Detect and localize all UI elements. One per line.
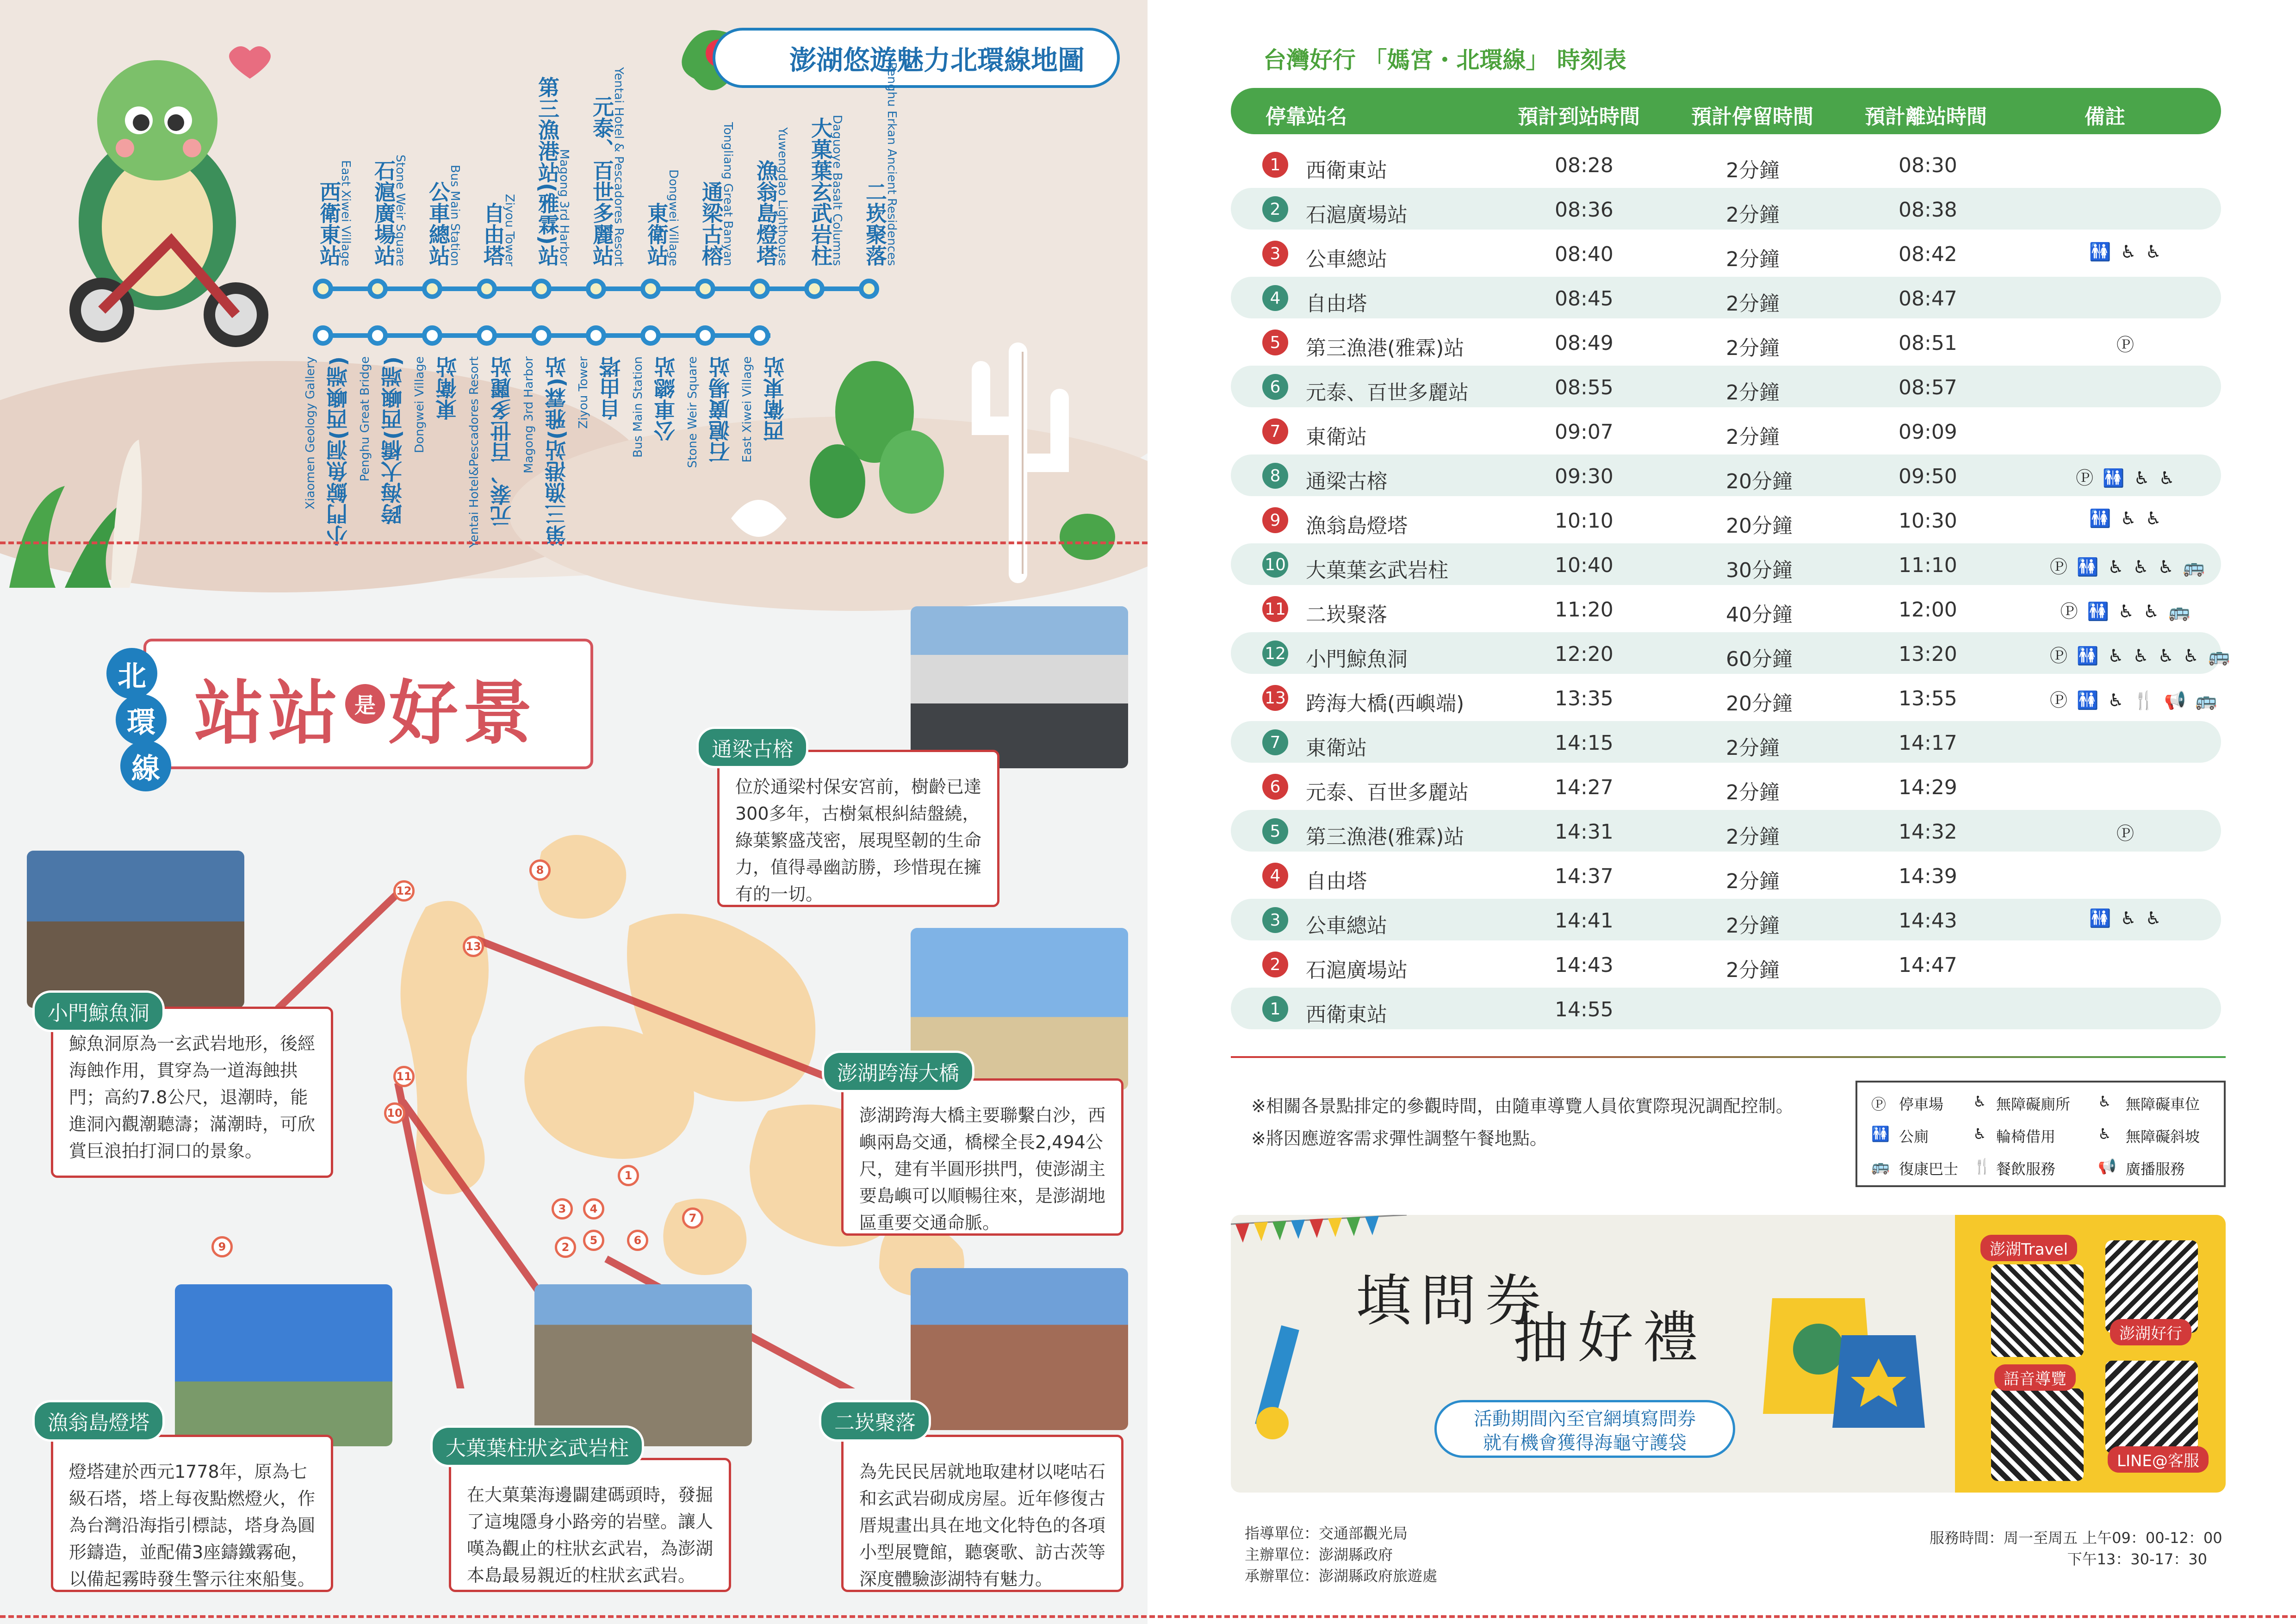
- stay-duration: 2分鐘: [1726, 336, 1780, 360]
- header-station: 停靠站名: [1266, 105, 1347, 129]
- departure-time: 08:51: [1899, 331, 1957, 355]
- departure-time: 14:47: [1899, 953, 1957, 977]
- route-stop-name: 西衛東站: [763, 356, 788, 442]
- arrival-time: 14:15: [1555, 731, 1613, 755]
- departure-time: 14:17: [1899, 731, 1957, 755]
- timetable-row: [1231, 632, 2232, 674]
- stop-name: 石滬廣場站: [1306, 958, 1408, 982]
- photo-tongliang-banyan: [911, 606, 1128, 768]
- header-notes: 備註: [2085, 105, 2125, 129]
- timetable-row: [1231, 677, 2221, 718]
- arrival-time: 12:20: [1555, 642, 1613, 666]
- arrival-time: 08:40: [1555, 243, 1613, 266]
- departure-time: 13:55: [1899, 687, 1957, 710]
- spot-card-erkan: [841, 1435, 1123, 1592]
- arrival-time: 14:37: [1555, 865, 1613, 888]
- pencil-illustration: [1245, 1317, 1309, 1456]
- route-stop-name: 第三漁港站(雅霖)站: [535, 76, 560, 266]
- stay-duration: 2分鐘: [1726, 203, 1780, 227]
- stop-number-badge: 2: [1262, 952, 1288, 977]
- spot-tag-bridge: 澎湖跨海大橋: [822, 1051, 974, 1092]
- route-stop-english: Bus Main Station: [448, 165, 462, 266]
- hours-line: 服務時間：周一至周五 上午09：00-12：00: [1930, 1529, 2222, 1547]
- facility-icons: 🚻 ♿ ♿: [2089, 908, 2163, 928]
- route-stop-dot: [695, 279, 715, 299]
- spot-desc: 位於通梁村保安宮前，樹齡已達300多年，古樹氣根糾結盤繞，綠葉繁盛茂密，展現堅韌的生命力，值得尋幽訪勝，珍惜現在擁有的一切。: [735, 777, 982, 904]
- arrival-time: 14:43: [1555, 953, 1613, 977]
- spot-desc: 為先民民居就地取建材以咾咕石和玄武岩砌成房屋。近年修復古厝規畫出具在地文化特色的各項小型展覽館，聽褒歌、訪古茨等深度體驗澎湖特有魅力。: [859, 1462, 1106, 1589]
- stay-duration: 30分鐘: [1726, 559, 1793, 582]
- arrival-time: 14:31: [1555, 820, 1613, 844]
- stop-number-badge: 6: [1262, 774, 1288, 800]
- stop-number-badge: 1: [1262, 152, 1288, 178]
- timetable-title: 台灣好行 「媽宮・北環線」 時刻表: [1263, 47, 1626, 74]
- banner-circle: 環: [116, 694, 167, 745]
- stop-name: 東衛站: [1306, 425, 1367, 449]
- map-title: 澎湖悠遊魅力北環線地圖: [713, 28, 1120, 88]
- timetable-row: [1231, 721, 2221, 763]
- timetable-row: [1231, 277, 2221, 318]
- stop-name: 第三漁港(雅霖)站: [1306, 336, 1464, 360]
- legend-label: 停車場: [1899, 1095, 1944, 1113]
- spot-desc: 燈塔建於西元1778年，原為七級石塔，塔上每夜點燃燈火，作為台灣沿海指引標誌，塔身為圓形鑄造，並配備3座鑄鐵霧砲，以備起霧時發生警示往來船隻。: [69, 1462, 316, 1589]
- stop-number-badge: 5: [1262, 330, 1288, 355]
- timetable-row: [1231, 543, 2221, 585]
- route-stop-name: 石滬廣場站: [371, 160, 396, 266]
- facility-icons: 🚻 ♿ ♿: [2089, 508, 2163, 529]
- promo-subtitle-line: 就有機會獲得海龜守護袋: [1483, 1432, 1687, 1454]
- timetable-row: [1231, 765, 2221, 807]
- departure-time: 10:30: [1899, 509, 1957, 533]
- arrival-time: 08:55: [1555, 376, 1613, 399]
- departure-time: 08:42: [1899, 243, 1957, 266]
- qr-label: LINE@客服: [2108, 1446, 2209, 1473]
- photo-erkan-village: [911, 1268, 1128, 1430]
- header-arrival: 預計到站時間: [1518, 105, 1640, 129]
- route-stop-dot: [804, 279, 825, 299]
- route-stop-name: 石滬廣場站: [708, 356, 733, 463]
- facility-icons: Ⓟ 🚻 ♿ ♿ 🚌: [2060, 601, 2192, 622]
- service-hours: [1930, 1527, 2222, 1570]
- plant-illustration: [0, 370, 194, 588]
- stop-name: 西衛東站: [1306, 159, 1387, 182]
- promo-subtitle-line: 活動期間內至官網填寫問券: [1474, 1408, 1696, 1430]
- route-stop-english: Yuwengdao Lighthouse: [776, 127, 789, 266]
- stop-name: 漁翁島燈塔: [1306, 514, 1408, 538]
- stop-name: 東衛站: [1306, 736, 1367, 760]
- route-stop-english: Xiaomen Geology Gallery: [304, 356, 317, 510]
- map-pin[interactable]: 11: [393, 1066, 415, 1087]
- stop-number-badge: 1: [1262, 996, 1288, 1022]
- route-stop-english: Dongwei Village: [413, 356, 427, 453]
- departure-time: 08:30: [1899, 154, 1957, 177]
- stop-name: 公車總站: [1306, 914, 1387, 938]
- departure-time: 12:00: [1899, 598, 1957, 622]
- stop-name: 通梁古榕: [1306, 470, 1387, 493]
- timetable-row: [1231, 143, 2221, 185]
- stop-name: 自由塔: [1306, 292, 1367, 316]
- spot-tag-whale-cave: 小門鯨魚洞: [32, 990, 165, 1032]
- promo-title-line2: 抽好禮: [1513, 1306, 1707, 1370]
- timetable-row: [1231, 854, 2221, 896]
- qr-code-audio-guide[interactable]: [1991, 1388, 2084, 1481]
- route-stop-english: Stone Weir Square: [686, 356, 700, 468]
- stop-number-badge: 11: [1262, 596, 1288, 622]
- note-line: ※將因應遊客需求彈性調整午餐地點。: [1251, 1128, 1547, 1149]
- map-pin[interactable]: 13: [463, 936, 484, 957]
- note-line: ※相關各景點排定的參觀時間，由隨車導覽人員依實際現況調配控制。: [1251, 1096, 1793, 1116]
- promo-title-line1: 填問券: [1356, 1269, 1550, 1333]
- timetable-row: [1231, 321, 2221, 363]
- route-stop-english: Penghu Great Bridge: [358, 356, 372, 482]
- map-pin[interactable]: 1: [618, 1165, 639, 1186]
- timetable-row: [1231, 899, 2221, 940]
- map-pin[interactable]: 9: [211, 1236, 233, 1257]
- arrival-time: 08:45: [1555, 287, 1613, 311]
- timetable-row: [1231, 499, 2221, 541]
- departure-time: 11:10: [1899, 554, 1957, 577]
- spot-card-whale-cave: [51, 1007, 333, 1178]
- stay-duration: 20分鐘: [1726, 514, 1793, 538]
- stop-number-badge: 7: [1262, 729, 1288, 755]
- banner-title-part2: 好景: [389, 673, 537, 754]
- stop-name: 大菓葉玄武岩柱: [1306, 559, 1448, 582]
- timetable-row: [1231, 232, 2221, 274]
- timetable-row: [1231, 810, 2221, 852]
- timetable-row: [1231, 188, 2221, 230]
- spot-desc: 在大菓葉海邊闢建碼頭時，發掘了這塊隱身小路旁的岩壁。讓人嘆為觀止的柱狀玄武岩，為澎湖本島最易親近的柱狀玄武岩。: [467, 1485, 714, 1586]
- route-stop-name: 元泰、百世多麗站: [490, 356, 515, 527]
- spot-card-tongliang: [717, 750, 999, 907]
- wheelchair-icon: ♿: [1973, 1125, 1986, 1143]
- route-stop-name: 東衛站: [644, 202, 669, 266]
- timetable-row: [1231, 988, 2221, 1029]
- photo-basalt-columns: [534, 1284, 752, 1446]
- stay-duration: 60分鐘: [1726, 647, 1793, 671]
- timetable-row: [1231, 410, 2221, 452]
- turtle-illustration: [51, 42, 292, 366]
- arrival-time: 09:07: [1555, 420, 1613, 444]
- departure-time: 09:09: [1899, 420, 1957, 444]
- arrival-time: 14:41: [1555, 909, 1613, 933]
- facility-icons: 🚻 ♿ ♿: [2089, 242, 2163, 262]
- banner-title-connector: 是: [345, 684, 385, 724]
- route-stop-english: Yentai Hotel&Pescadores Resort: [467, 356, 481, 548]
- stop-number-badge: 6: [1262, 374, 1288, 400]
- departure-time: 09:50: [1899, 465, 1957, 488]
- route-stop-name: 西衛東站: [316, 181, 341, 266]
- stop-name: 自由塔: [1306, 870, 1367, 893]
- banner-circle: 線: [120, 740, 171, 791]
- stop-number-badge: 7: [1262, 418, 1288, 444]
- promo-subtitle-box: [1434, 1400, 1735, 1458]
- route-stop-dot: [422, 325, 442, 346]
- route-stop-name: 二崁聚落: [863, 181, 887, 266]
- spot-card-bridge: [841, 1078, 1123, 1236]
- accessible-toilet-icon: ♿: [1973, 1093, 1986, 1110]
- notes: [1251, 1090, 1793, 1155]
- route-stop-english: Ziyou Tower: [503, 193, 516, 266]
- route-stop-english: Ziyou Tower: [577, 356, 590, 429]
- header-departure: 預計離站時間: [1865, 105, 1987, 129]
- stop-name: 跨海大橋(西嶼端): [1306, 692, 1464, 716]
- dashed-border: [0, 541, 1148, 544]
- stop-number-badge: 13: [1262, 685, 1288, 711]
- route-stop-name: 自由塔: [480, 202, 505, 266]
- departure-time: 14:29: [1899, 776, 1957, 799]
- stop-name: 二崁聚落: [1306, 603, 1387, 627]
- stop-name: 元泰、百世多麗站: [1306, 381, 1469, 404]
- qr-code-travel[interactable]: [1991, 1264, 2084, 1357]
- route-stop-dot: [531, 325, 552, 346]
- arrival-time: 13:35: [1555, 687, 1613, 710]
- route-stop-dot: [531, 279, 552, 299]
- route-stop-name: 元泰、百世多麗站: [590, 96, 614, 266]
- timetable-row: [1231, 454, 2221, 496]
- organizer-info: [1245, 1523, 1437, 1587]
- stop-number-badge: 12: [1262, 641, 1288, 666]
- banner-title-part1: 站站: [194, 673, 343, 754]
- accessible-parking-icon: ♿: [2098, 1093, 2111, 1110]
- arrival-time: 14:27: [1555, 776, 1613, 799]
- stop-name: 西衛東站: [1306, 1003, 1387, 1027]
- stop-number-badge: 2: [1262, 196, 1288, 222]
- route-stop-dot: [640, 325, 661, 346]
- stay-duration: 20分鐘: [1726, 692, 1793, 716]
- departure-time: 14:43: [1899, 909, 1957, 933]
- route-stop-english: Bus Main Station: [631, 356, 645, 458]
- spot-card-lighthouse: [51, 1435, 333, 1592]
- stay-duration: 20分鐘: [1726, 470, 1793, 493]
- route-stop-dot: [313, 279, 333, 299]
- route-stop-dot: [422, 279, 442, 299]
- organizer-line: 主辦單位：澎湖縣政府: [1245, 1546, 1393, 1563]
- route-stop-english: East Xiwei Village: [339, 160, 353, 266]
- spot-tag-erkan: 二崁聚落: [819, 1400, 931, 1442]
- spot-tag-tongliang: 通梁古榕: [696, 727, 808, 768]
- timetable-header: [1231, 88, 2221, 134]
- legend-label: 廣播服務: [2126, 1160, 2185, 1178]
- route-stop-dot: [477, 279, 497, 299]
- departure-time: 14:39: [1899, 865, 1957, 888]
- route-stop-dot: [367, 279, 388, 299]
- dashed-border: [0, 1615, 2296, 1618]
- gift-bag-illustration: [1758, 1243, 1957, 1442]
- stop-number-badge: 8: [1262, 463, 1288, 489]
- departure-time: 08:47: [1899, 287, 1957, 311]
- timetable-row: [1231, 943, 2221, 985]
- legend-label: 公廁: [1899, 1128, 1929, 1145]
- qr-code-line-service[interactable]: [2105, 1361, 2198, 1453]
- departure-time: 08:38: [1899, 198, 1957, 222]
- spot-desc: 鯨魚洞原為一玄武岩地形，後經海蝕作用，貫穿為一道海蝕拱門；高約7.8公尺，退潮時，能進洞內觀潮聽濤；滿潮時，可欣賞巨浪拍打洞口的景象。: [69, 1033, 316, 1161]
- organizer-line: 承辦單位：澎湖縣政府旅遊處: [1245, 1567, 1438, 1585]
- route-stop-name: 小門鯨魚洞(西嶼端): [326, 356, 351, 547]
- departure-time: 14:32: [1899, 820, 1957, 844]
- stay-duration: 2分鐘: [1726, 248, 1780, 271]
- divider: [1231, 1056, 2226, 1058]
- timetable-row: [1231, 366, 2221, 407]
- route-stop-name: 漁翁島燈塔: [753, 160, 778, 266]
- departure-time: 08:57: [1899, 376, 1957, 399]
- arrival-time: 10:40: [1555, 554, 1613, 577]
- stay-duration: 40分鐘: [1726, 603, 1793, 627]
- stay-duration: 2分鐘: [1726, 736, 1780, 760]
- route-stop-name: 通梁古榕: [699, 181, 724, 266]
- cactus-illustration: [694, 333, 1148, 592]
- legend-label: 輪椅借用: [1996, 1128, 2056, 1145]
- header-stay: 預計停留時間: [1691, 105, 1813, 129]
- route-stop-dot: [750, 279, 770, 299]
- facility-icons: Ⓟ 🚻 ♿ ♿ ♿ ♿ 🚌: [2050, 646, 2232, 666]
- facility-icons: Ⓟ 🚻 ♿ ♿: [2076, 468, 2177, 488]
- legend-label: 無障礙斜坡: [2126, 1128, 2200, 1145]
- stay-duration: 2分鐘: [1726, 825, 1780, 849]
- stop-number-badge: 3: [1262, 241, 1288, 267]
- arrival-time: 14:55: [1555, 998, 1613, 1021]
- route-stop-dot: [640, 279, 661, 299]
- route-stop-english: Yentai Hotel & Pescadores Resort: [612, 67, 626, 266]
- stay-duration: 2分鐘: [1726, 159, 1780, 182]
- stop-number-badge: 9: [1262, 507, 1288, 533]
- timetable-row: [1231, 588, 2221, 629]
- spot-tag-lighthouse: 漁翁島燈塔: [32, 1400, 165, 1442]
- departure-time: 13:20: [1899, 642, 1957, 666]
- banner-circle: 北: [106, 648, 157, 699]
- route-stop-name: 大菓葉玄武岩柱: [808, 117, 833, 266]
- map-pin[interactable]: 2: [555, 1237, 576, 1258]
- photo-whale-cave: [27, 851, 244, 1008]
- spot-desc: 澎湖跨海大橋主要聯繫白沙，西嶼兩島交通，橋樑全長2,494公尺，建有半圓形拱門，使澎湖主要島嶼可以順暢往來，是澎湖地區重要交通命脈。: [859, 1105, 1106, 1233]
- route-stop-name: 公車總站: [426, 181, 451, 266]
- legend-label: 餐飲服務: [1996, 1160, 2056, 1178]
- stop-number-badge: 3: [1262, 907, 1288, 933]
- route-stop-english: Magong 3rd Harbor: [557, 149, 571, 266]
- route-stop-dot: [859, 279, 879, 299]
- stop-number-badge: 10: [1262, 552, 1288, 578]
- map-pin[interactable]: 3: [552, 1198, 573, 1220]
- route-stop-name: 自由塔: [599, 356, 624, 420]
- facility-icons: Ⓟ 🚻 ♿ 🍴 📢 🚌: [2050, 690, 2219, 710]
- map-pin[interactable]: 10: [384, 1102, 405, 1124]
- stop-name: 元泰、百世多麗站: [1306, 781, 1469, 804]
- route-stop-name: 第三漁港站(雅霖)站: [544, 356, 569, 547]
- stop-number-badge: 4: [1262, 285, 1288, 311]
- stay-duration: 2分鐘: [1726, 781, 1780, 804]
- route-stop-english: Penghu Erkan Ancient Residences: [885, 62, 899, 266]
- dining-icon: 🍴: [1973, 1157, 1992, 1175]
- stay-duration: 2分鐘: [1726, 292, 1780, 316]
- stop-name: 公車總站: [1306, 248, 1387, 271]
- qr-label: 語音導覽: [1994, 1364, 2076, 1391]
- organizer-line: 指導單位：交通部觀光局: [1245, 1524, 1408, 1542]
- route-stop-dot: [586, 325, 606, 346]
- arrival-time: 08:28: [1555, 154, 1613, 177]
- stop-number-badge: 4: [1262, 863, 1288, 889]
- route-stop-name: 跨海大橋(西嶼端): [380, 356, 405, 525]
- ramp-icon: ♿: [2098, 1125, 2111, 1143]
- facility-icons: Ⓟ: [2116, 823, 2136, 844]
- toilet-icon: 🚻: [1871, 1125, 1890, 1143]
- route-stop-dot: [313, 325, 333, 346]
- bunting-icon: [1231, 1215, 1407, 1261]
- route-stop-name: 東衛站: [435, 356, 460, 420]
- map-pin[interactable]: 4: [583, 1198, 604, 1220]
- hours-line: 下午13：30-17：30: [2067, 1550, 2207, 1568]
- stop-number-badge: 5: [1262, 818, 1288, 844]
- stop-name: 石滬廣場站: [1306, 203, 1408, 227]
- stay-duration: 2分鐘: [1726, 425, 1780, 449]
- map-pin[interactable]: 7: [682, 1207, 703, 1229]
- parking-icon: Ⓟ: [1871, 1095, 1886, 1113]
- spot-card-basalt: [449, 1458, 731, 1592]
- legend-label: 復康巴士: [1899, 1160, 1959, 1178]
- route-stop-dot: [586, 279, 606, 299]
- bus-icon: 🚌: [1871, 1157, 1890, 1175]
- route-stop-english: Stone Weir Square: [393, 154, 407, 266]
- arrival-time: 09:30: [1555, 465, 1613, 488]
- route-stop-english: Tongliang Great Banyan: [721, 122, 735, 266]
- arrival-time: 10:10: [1555, 509, 1613, 533]
- route-stop-dot: [367, 325, 388, 346]
- broadcast-icon: 📢: [2098, 1157, 2116, 1175]
- arrival-time: 11:20: [1555, 598, 1613, 622]
- facility-icons: Ⓟ: [2116, 335, 2136, 355]
- route-stop-english: East Xiwei Village: [740, 356, 754, 463]
- route-stop-english: Daguoye Basalt Columns: [830, 115, 844, 266]
- stay-duration: 2分鐘: [1726, 870, 1780, 893]
- map-pin[interactable]: 12: [393, 880, 415, 902]
- route-stop-dot: [477, 325, 497, 346]
- legend-label: 無障礙廁所: [1996, 1095, 2071, 1113]
- stop-name: 小門鯨魚洞: [1306, 647, 1408, 671]
- map-pin[interactable]: 8: [529, 859, 551, 881]
- map-pin[interactable]: 6: [627, 1230, 648, 1251]
- stay-duration: 2分鐘: [1726, 958, 1780, 982]
- qr-label: 澎湖好行: [2110, 1319, 2191, 1345]
- arrival-time: 08:49: [1555, 331, 1613, 355]
- stop-name: 第三漁港(雅霖)站: [1306, 825, 1464, 849]
- qr-label: 澎湖Travel: [1980, 1235, 2077, 1261]
- photo-lighthouse: [175, 1284, 392, 1446]
- spot-tag-basalt: 大菓葉柱狀玄武岩柱: [430, 1425, 644, 1467]
- stay-duration: 2分鐘: [1726, 381, 1780, 404]
- route-stop-english: Dongwei Village: [666, 169, 680, 266]
- legend-label: 無障礙車位: [2126, 1095, 2200, 1113]
- route-stop-english: Magong 3rd Harbor: [522, 356, 536, 473]
- stay-duration: 2分鐘: [1726, 914, 1780, 938]
- facility-legend: [1855, 1081, 2226, 1187]
- route-stop-name: 公車總站: [653, 356, 678, 442]
- facility-icons: Ⓟ 🚻 ♿ ♿ ♿ 🚌: [2050, 557, 2207, 577]
- arrival-time: 08:36: [1555, 198, 1613, 222]
- map-pin[interactable]: 5: [583, 1230, 604, 1251]
